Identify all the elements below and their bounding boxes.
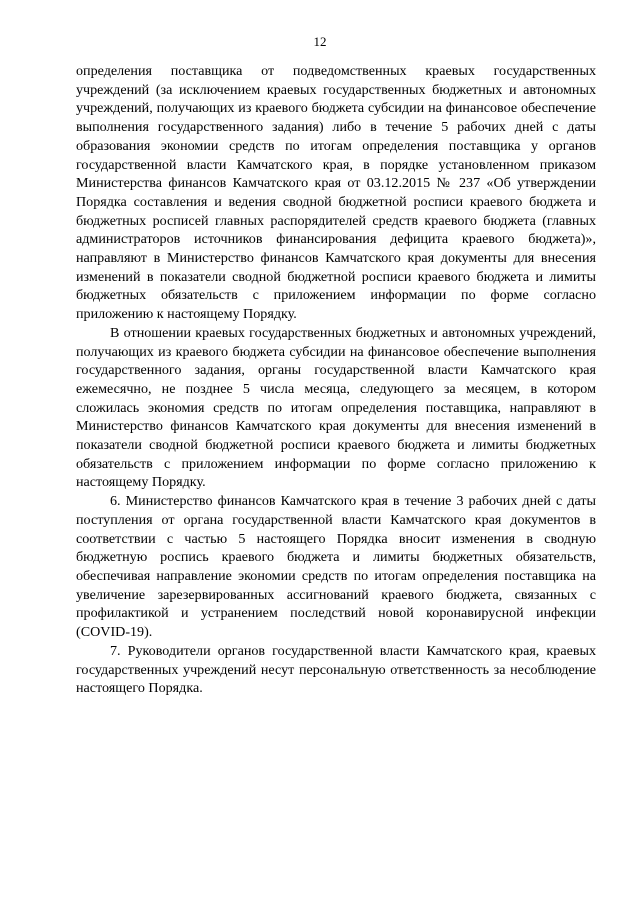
paragraph-item-7: 7. Руководители органов государственной власти Камчатского края, краевых государственных учреждений несут персональную ответственность за несоблюдение настоящего Порядка. bbox=[76, 642, 596, 697]
paragraph-item-6: 6. Министерство финансов Камчатского края в течение 3 рабочих дней с даты поступления от органа государственной власти Камчатского края документов в соответствии с частью 5 настоящего Порядка вносит изменения в сводную бюджетную роспись краевого бюджета и лимиты бюджетных обязательств, обеспечивая направление экономии средств по итогам определения поставщика на увеличение зарезервированных ассигнований краевого бюджета, связанных с профилактикой и устранением последствий новой коронавирусной инфекции (COVID-19). bbox=[76, 493, 596, 641]
document-body bbox=[76, 62, 596, 698]
page-number: 12 bbox=[313, 34, 327, 49]
paragraph-autonomous-institutions: В отношении краевых государственных бюджетных и автономных учреждений, получающих из краевого бюджета субсидии на финансовое обеспечение выполнения государственного задания, органы государственной власти Камчатского края ежемесячно, не позднее 5 числа месяца, следующего за месяцем, в котором сложилась экономия средств по итогам определения поставщика, направляют в Министерство финансов Камчатского края документы для внесения изменений в показатели сводной бюджетной росписи краевого бюджета и лимиты бюджетных обязательств с приложением информации по форме согласно приложению к настоящему Порядку. bbox=[76, 324, 596, 491]
paragraph-continuation: определения поставщика от подведомственных краевых государственных учреждений (за исключением краевых государственных бюджетных и автономных учреждений, получающих из краевого бюджета субсидии на финансовое обеспечение выполнения государственного задания) либо в течение 5 рабочих дней с даты образования экономии средств по итогам определения поставщика у органов государственной власти Камчатского края, в порядке установленном приказом Министерства финансов Камчатского края от 03.12.2015 № 237 «Об утверждении Порядка составления и ведения сводной бюджетной росписи краевого бюджета и бюджетных росписей главных распорядителей средств краевого бюджета (главных администраторов источников финансирования дефицита краевого бюджета)», направляют в Министерство финансов Камчатского края документы для внесения изменений в показатели сводной бюджетной росписи краевого бюджета и лимиты бюджетных обязательств с приложением информации по форме согласно приложению к настоящему Порядку. bbox=[76, 63, 596, 323]
